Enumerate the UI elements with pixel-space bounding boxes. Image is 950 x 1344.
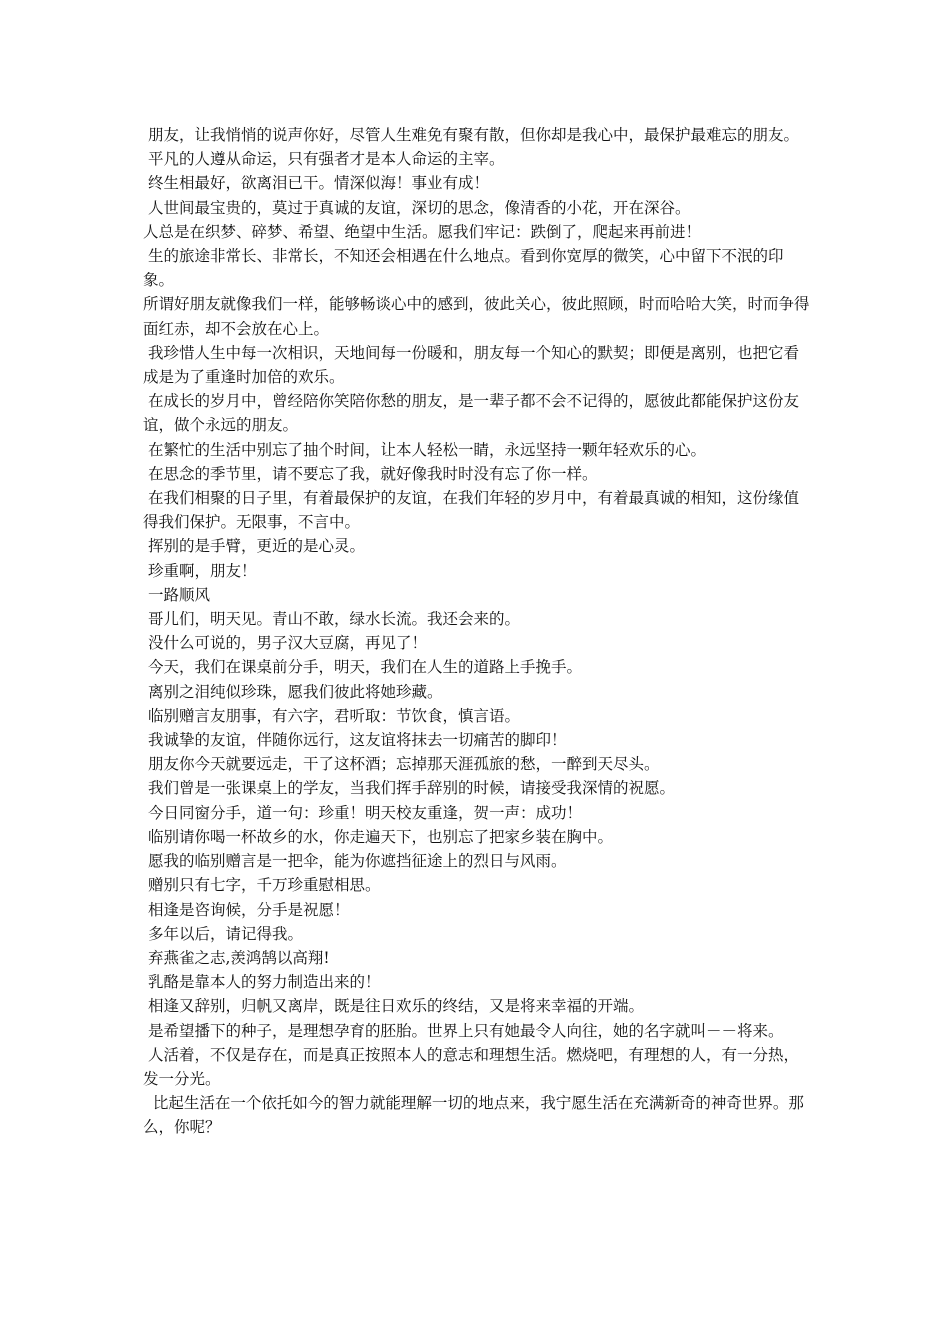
paragraph: 在我们相聚的日子里，有着最保护的友谊，在我们年轻的岁月中，有着最真诚的相知，这份缘值得我们保护。无限事，不言中。	[143, 489, 799, 532]
paragraph: 愿我的临别赠言是一把伞，能为你遮挡征途上的烈日与风雨。	[143, 852, 567, 871]
paragraph: 我诚挚的友谊，伴随你远行，这友谊将抹去一切痛苦的脚印！	[143, 731, 567, 750]
paragraph: 哥儿们，明天见。青山不敢，绿水长流。我还会来的。	[143, 610, 520, 629]
paragraph: 比起生活在一个依托如今的智力就能理解一切的地点来，我宁愿生活在充满新奇的神奇世界。那么，你呢？	[143, 1094, 804, 1137]
paragraph: 赠别只有七字，千万珍重慰相思。	[143, 876, 381, 895]
paragraph: 没什么可说的，男子汉大豆腐，再见了！	[143, 634, 427, 653]
paragraph: 人活着，不仅是存在，而是真正按照本人的意志和理想生活。燃烧吧，有理想的人，有一分热，发一分光。	[143, 1045, 799, 1088]
paragraph: 珍重啊，朋友！	[143, 561, 257, 580]
paragraph: 相逢是咨询候，分手是祝愿！	[143, 900, 350, 919]
paragraph: 临别请你喝一杯故乡的水，你走遍天下，也别忘了把家乡装在胸中。	[143, 827, 613, 846]
paragraph: 平凡的人遵从命运，只有强者才是本人命运的主宰。	[143, 150, 505, 169]
paragraph: 多年以后，请记得我。	[143, 924, 303, 943]
paragraph: 在成长的岁月中，曾经陪你笑陪你愁的朋友，是一辈子都不会不记得的，愿彼此都能保护这份友谊，做个永远的朋友。	[143, 392, 799, 435]
paragraph: 今日同窗分手，道一句：珍重！明天校友重逢，贺一声：成功！	[143, 803, 582, 822]
paragraph: 挥别的是手臂，更近的是心灵。	[143, 537, 365, 556]
paragraph: 我珍惜人生中每一次相识，天地间每一份暖和，朋友每一个知心的默契；即便是离别，也把它看成是为了重逢时加倍的欢乐。	[143, 343, 799, 387]
paragraph: 人总是在织梦、碎梦、希望、绝望中生活。愿我们牢记：跌倒了，爬起来再前进！	[143, 222, 702, 241]
paragraph: 朋友你今天就要远走，干了这杯酒；忘掉那天涯孤旅的愁，一醉到天尽头。	[143, 755, 660, 774]
paragraph: 一路顺风	[143, 585, 210, 604]
paragraph: 我们曾是一张课桌上的学友，当我们挥手辞别的时候，请接受我深情的祝愿。	[143, 779, 675, 798]
paragraph: 朋友，让我悄悄的说声你好，尽管人生难免有聚有散，但你却是我心中，最保护最难忘的朋友。	[143, 126, 799, 144]
document-body	[143, 123, 810, 1140]
paragraph: 终生相最好，欲离泪已干。情深似海！事业有成！	[143, 174, 489, 193]
paragraph: 是希望播下的种子，是理想孕育的胚胎。世界上只有她最令人向往，她的名字就叫－－将来。	[143, 1021, 784, 1040]
paragraph: 所谓好朋友就像我们一样，能够畅谈心中的感到，彼此关心，彼此照顾，时而哈哈大笑，时而争得面红赤，却不会放在心上。	[143, 295, 810, 338]
paragraph: 今天，我们在课桌前分手，明天，我们在人生的道路上手挽手。	[143, 658, 582, 677]
paragraph: 弃燕雀之志,羡鸿鹄以高翔!	[143, 948, 330, 967]
paragraph: 生的旅途非常长、非常长，不知还会相遇在什么地点。看到你宽厚的微笑，心中留下不泯的印象。	[143, 247, 784, 290]
paragraph: 临别赠言友朋事，有六字，君听取：节饮食，慎言语。	[143, 706, 520, 725]
paragraph: 人世间最宝贵的，莫过于真诚的友谊，深切的思念，像清香的小花，开在深谷。	[143, 198, 691, 217]
paragraph: 在思念的季节里，请不要忘了我，就好像我时时没有忘了你一样。	[143, 464, 598, 483]
paragraph: 离别之泪纯似珍珠，愿我们彼此将她珍藏。	[143, 682, 443, 701]
paragraph: 在繁忙的生活中别忘了抽个时间，让本人轻松一睛，永远坚持一颗年轻欢乐的心。	[143, 440, 706, 459]
paragraph: 乳酪是靠本人的努力制造出来的！	[143, 973, 381, 992]
paragraph: 相逢又辞别，归帆又离岸，既是往日欢乐的终结，又是将来幸福的开端。	[143, 997, 644, 1016]
